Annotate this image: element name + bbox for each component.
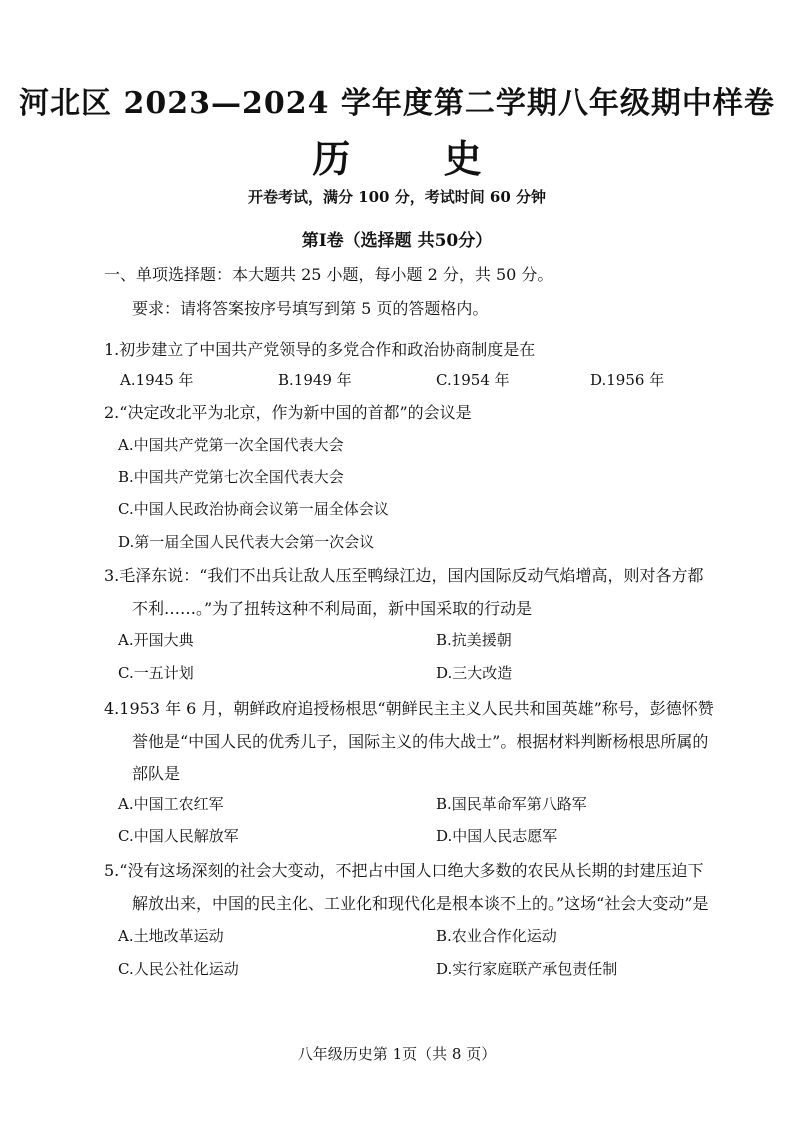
exam-title: 河北区 2023—2024 学年度第二学期八年级期中样卷 [19, 86, 775, 121]
question-4-option-d: D.中国人民志愿军 [436, 827, 558, 845]
question-1-option-a: A.1945 年 [120, 371, 194, 389]
question-2-stem: 2.“决定改北平为北京，作为新中国的首都”的会议是 [104, 403, 472, 422]
question-3-stem-cont: 不利……。”为了扭转这种不利局面，新中国采取的行动是 [132, 599, 533, 618]
question-1-option-d: D.1956 年 [590, 371, 665, 389]
question-3-option-d: D.三大改造 [436, 664, 513, 682]
question-4-option-a: A.中国工农红军 [118, 795, 224, 813]
question-3-option-b: B.抗美援朝 [436, 631, 512, 649]
page-footer: 八年级历史第 1页（共 8 页） [297, 1045, 497, 1063]
question-4-stem: 4.1953 年 6 月，朝鲜政府追授杨根思“朝鲜民主主义人民共和国英雄”称号，彭德怀赞 [104, 699, 714, 718]
section-requirement: 要求：请将答案按序号填写到第 5 页的答题格内。 [132, 299, 489, 318]
question-5-option-b: B.农业合作化运动 [436, 927, 557, 945]
exam-meta: 开卷考试，满分 100 分，考试时间 60 分钟 [247, 188, 547, 206]
subject-title: 历 史 [312, 136, 522, 181]
question-1-option-c: C.1954 年 [436, 371, 510, 389]
question-5-option-a: A.土地改革运动 [118, 927, 224, 945]
section-instruction: 一、单项选择题：本大题共 25 小题，每小题 2 分，共 50 分。 [104, 265, 554, 284]
question-4-stem-cont-2: 部队是 [132, 764, 181, 783]
question-5-option-d: D.实行家庭联产承包责任制 [436, 960, 618, 978]
section-title: 第Ⅰ卷（选择题 共50分） [301, 231, 493, 251]
question-1-stem: 1.初步建立了中国共产党领导的多党合作和政治协商制度是在 [104, 340, 536, 359]
question-4-stem-cont-1: 誉他是“中国人民的优秀儿子，国际主义的伟大战士”。根据材料判断杨根思所属的 [132, 732, 709, 751]
question-5-option-c: C.人民公社化运动 [118, 960, 239, 978]
question-3-option-a: A.开国大典 [118, 631, 194, 649]
question-2-option-a: A.中国共产党第一次全国代表大会 [118, 436, 344, 454]
question-4-option-b: B.国民革命军第八路军 [436, 795, 587, 813]
question-4-option-c: C.中国人民解放军 [118, 827, 239, 845]
question-3-option-c: C.一五计划 [118, 664, 194, 682]
question-3-stem: 3.毛泽东说：“我们不出兵让敌人压至鸭绿江边，国内国际反动气焰增高，则对各方都 [104, 566, 704, 585]
question-1-option-b: B.1949 年 [278, 371, 352, 389]
question-2-option-c: C.中国人民政治协商会议第一届全体会议 [118, 500, 389, 518]
question-5-stem-cont: 解放出来，中国的民主化、工业化和现代化是根本谈不上的。”这场“社会大变动”是 [132, 894, 709, 913]
question-2-option-b: B.中国共产党第七次全国代表大会 [118, 468, 344, 486]
question-2-option-d: D.第一届全国人民代表大会第一次会议 [118, 533, 375, 551]
question-5-stem: 5.“没有这场深刻的社会大变动，不把占中国人口绝大多数的农民从长期的封建压迫下 [104, 861, 704, 880]
